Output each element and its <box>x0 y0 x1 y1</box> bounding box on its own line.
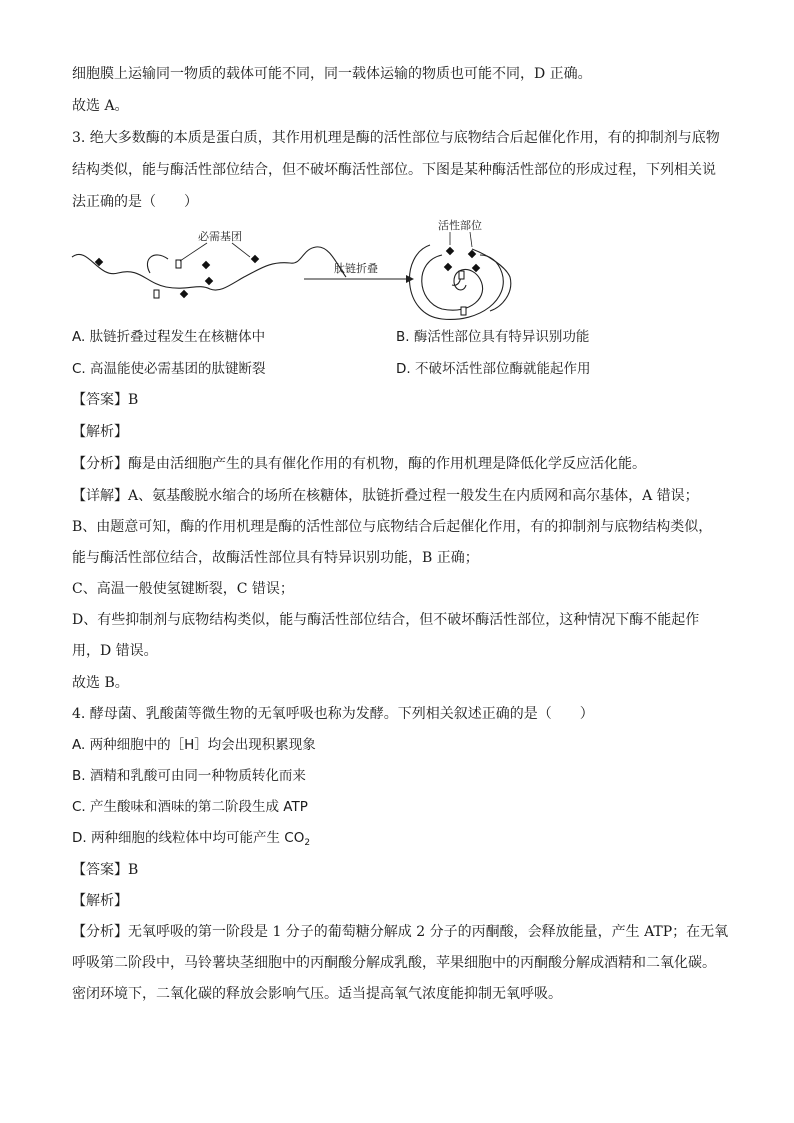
question-4-stem: 4. 酵母菌、乳酸菌等微生物的无氧呼吸也称为发酵。下列相关叙述正确的是（ ） <box>72 706 594 722</box>
answer-tag: 【答案】 <box>72 392 128 408</box>
active-site-diamond <box>444 263 452 271</box>
question-3-stem: 法正确的是（ ） <box>72 194 198 210</box>
question-3-option-c: C. 高温能使必需基团的肽键断裂 <box>72 361 266 377</box>
analysis-heading: 【解析】 <box>72 424 128 440</box>
detail-line: D、有些抑制剂与底物结构类似，能与酶活性部位结合，但不破坏酶活性部位，这种情况下酶不能起作 <box>72 612 700 628</box>
text-line: 细胞膜上运输同一物质的载体可能不同，同一载体运输的物质也可能不同，D 正确。 <box>72 66 592 82</box>
required-group-diamond <box>202 261 210 269</box>
detail-line: 用，D 错误。 <box>72 643 158 659</box>
answer-line <box>72 390 138 410</box>
detail-line: B、由题意可知，酶的作用机理是酶的活性部位与底物结合后起催化作用，有的抑制剂与底物结构类似， <box>72 519 713 535</box>
detail-line: C、高温一般使氢键断裂，C 错误； <box>72 581 294 597</box>
label-folding: 肽链折叠 <box>334 262 378 275</box>
question-3-option-b: B. 酶活性部位具有特异识别功能 <box>396 329 590 345</box>
detail-line: 能与酶活性部位结合，故酶活性部位具有特异识别功能，B 正确； <box>72 550 479 566</box>
required-group-diamond <box>251 255 259 263</box>
detail-line: 【详解】A、氨基酸脱水缩合的场所在核糖体，肽链折叠过程一般发生在内质网和高尔基体，A 错误； <box>72 488 699 504</box>
folded-chain <box>422 255 483 310</box>
required-group-diamond <box>180 290 188 298</box>
analysis-line: 【分析】酶是由活细胞产生的具有催化作用的有机物，酶的作用机理是降低化学反应活化能。 <box>72 456 646 472</box>
detail-tag: 【详解】 <box>72 488 128 504</box>
enzyme-folding-diagram <box>70 215 530 325</box>
analysis-tag: 【分析】 <box>72 924 128 940</box>
analysis-heading: 【解析】 <box>72 893 128 909</box>
question-4-option-b: B. 酒精和乳酸可由同一种物质转化而来 <box>72 768 306 784</box>
conclusion-line: 故选 B。 <box>72 675 129 691</box>
active-site-square <box>459 271 464 279</box>
question-3-stem: 3. 绝大多数酶的本质是蛋白质，其作用机理是酶的活性部位与底物结合后起催化作用，有的抑制剂与底物 <box>72 130 720 146</box>
active-site-diamond <box>446 247 454 255</box>
text-line: 故选 A。 <box>72 98 129 114</box>
label-active-site: 活性部位 <box>438 219 482 232</box>
analysis-line: 密闭环境下，二氧化碳的释放会影响气压。适当提高氧气浓度能抑制无氧呼吸。 <box>72 986 562 1002</box>
answer-value: B <box>128 862 139 878</box>
analysis-tag: 【分析】 <box>72 456 128 472</box>
label-required-group: 必需基团 <box>198 230 242 243</box>
answer-value: B <box>128 392 139 408</box>
question-3-option-a: A. 肽链折叠过程发生在核糖体中 <box>72 329 266 345</box>
question-4-option-c: C. 产生酸味和酒味的第二阶段生成 ATP <box>72 799 308 815</box>
active-site-diamond <box>472 264 480 272</box>
active-site-diamond <box>468 250 476 258</box>
active-site-square <box>461 307 466 315</box>
analysis-line: 【分析】无氧呼吸的第一阶段是 1 分子的葡萄糖分解成 2 分子的丙酮酸，会释放能量，产生 ATP；在无氧 <box>72 924 729 940</box>
question-3-option-d: D. 不破坏活性部位酶就能起作用 <box>396 361 591 377</box>
question-3-stem: 结构类似，能与酶活性部位结合，但不破坏酶活性部位。下图是某种酶活性部位的形成过程，下列相关说 <box>72 162 716 178</box>
required-group-diamond <box>205 277 213 285</box>
answer-tag: 【答案】 <box>72 862 128 878</box>
question-4-option-d: D. 两种细胞的线粒体中均可能产生 $CO_2$ <box>72 830 311 848</box>
analysis-line: 呼吸第二阶段中，马铃薯块茎细胞中的丙酮酸分解成乳酸，苹果细胞中的丙酮酸分解成酒精和二氧化碳。 <box>72 955 716 971</box>
required-group-square <box>154 290 159 298</box>
answer-line <box>72 860 138 880</box>
question-4-option-a: A. 两种细胞中的［H］均会出现积累现象 <box>72 737 316 753</box>
